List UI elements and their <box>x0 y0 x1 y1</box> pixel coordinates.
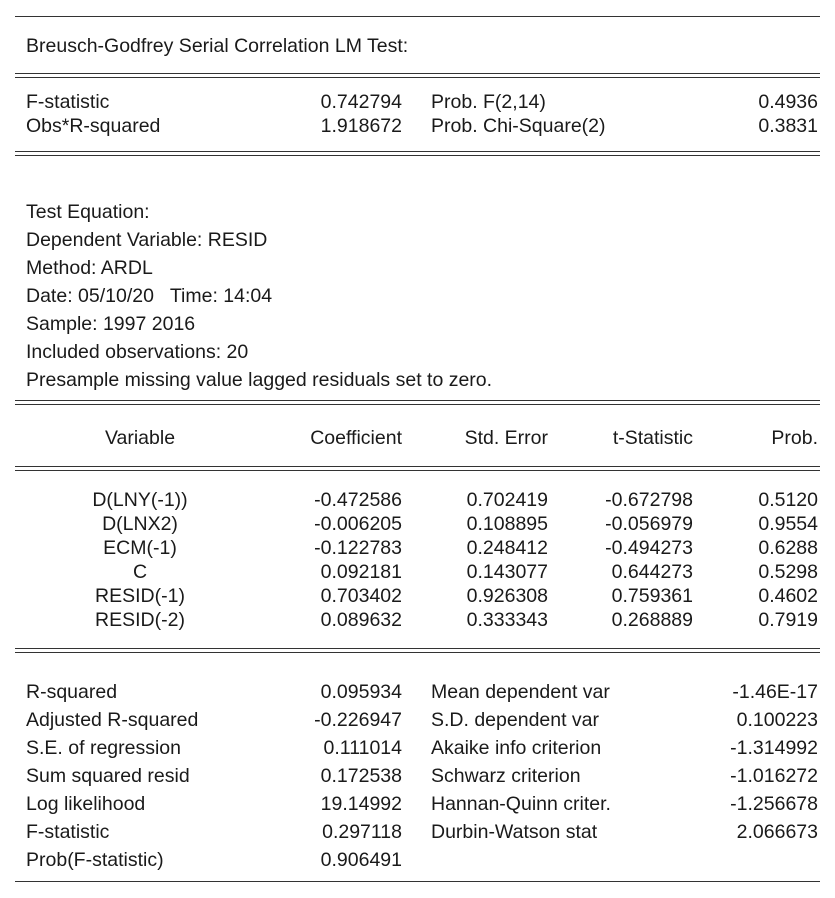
column-header: Std. Error <box>464 427 548 449</box>
stat-value: 0.906491 <box>320 849 402 871</box>
stat-label: Log likelihood <box>26 793 146 815</box>
info-line: Date: 05/10/20 Time: 14:04 <box>26 285 273 307</box>
variable-name: RESID(-2) <box>95 609 185 631</box>
stat-label: Durbin-Watson stat <box>431 821 598 843</box>
coefficient-cell: -0.472586 <box>314 489 402 511</box>
coefficient-cell: 0.089632 <box>320 609 402 631</box>
summary-value: 0.742794 <box>320 91 402 113</box>
prob-cell: 0.5298 <box>758 561 818 583</box>
std-error-cell: 0.333343 <box>466 609 548 631</box>
summary-prob-value: 0.3831 <box>758 115 818 137</box>
info-line: Presample missing value lagged residuals set to zero. <box>26 369 493 391</box>
prob-cell: 0.7919 <box>758 609 818 631</box>
variable-name: D(LNX2) <box>102 513 178 535</box>
summary-label: Obs*R-squared <box>26 115 161 137</box>
stat-label: S.D. dependent var <box>431 709 600 731</box>
double-rule <box>15 400 820 405</box>
t-statistic-cell: 0.644273 <box>611 561 693 583</box>
prob-cell: 0.4602 <box>758 585 818 607</box>
t-statistic-cell: -0.056979 <box>605 513 693 535</box>
stat-label: Akaike info criterion <box>431 737 602 759</box>
column-header: Coefficient <box>310 427 402 449</box>
stat-value: 2.066673 <box>736 821 818 843</box>
variable-name: ECM(-1) <box>103 537 177 559</box>
stat-value: 0.111014 <box>323 737 402 759</box>
summary-prob-value: 0.4936 <box>758 91 818 113</box>
stat-label: Mean dependent var <box>431 681 610 703</box>
variable-name: C <box>132 561 148 583</box>
stat-value: -1.016272 <box>730 765 818 787</box>
summary-prob-label: Prob. Chi-Square(2) <box>431 115 606 137</box>
stat-value: -1.256678 <box>730 793 818 815</box>
stat-value: -0.226947 <box>314 709 402 731</box>
column-header: Prob. <box>771 427 818 449</box>
variable-name: D(LNY(-1)) <box>92 489 188 511</box>
prob-cell: 0.6288 <box>758 537 818 559</box>
stat-value: -1.314992 <box>730 737 818 759</box>
variable-name: RESID(-1) <box>95 585 185 607</box>
std-error-cell: 0.143077 <box>466 561 548 583</box>
summary-value: 1.918672 <box>320 115 402 137</box>
info-line: Sample: 1997 2016 <box>26 313 196 335</box>
stat-label: Hannan-Quinn criter. <box>431 793 611 815</box>
info-line: Test Equation: <box>26 201 150 223</box>
summary-prob-label: Prob. F(2,14) <box>431 91 546 113</box>
stat-label: Adjusted R-squared <box>26 709 199 731</box>
stat-label: Schwarz criterion <box>431 765 581 787</box>
top-rule <box>15 16 820 17</box>
stat-value: -1.46E-17 <box>732 681 818 703</box>
coefficient-cell: 0.092181 <box>320 561 402 583</box>
t-statistic-cell: -0.672798 <box>605 489 693 511</box>
std-error-cell: 0.926308 <box>466 585 548 607</box>
stat-value: 0.297118 <box>322 821 402 843</box>
stat-value: 0.095934 <box>320 681 402 703</box>
column-header: t-Statistic <box>612 427 693 449</box>
stat-value: 0.172538 <box>320 765 402 787</box>
double-rule <box>15 648 820 653</box>
std-error-cell: 0.702419 <box>466 489 548 511</box>
double-rule <box>15 151 820 156</box>
t-statistic-cell: -0.494273 <box>605 537 693 559</box>
stat-label: S.E. of regression <box>26 737 181 759</box>
double-rule <box>15 466 820 471</box>
info-line: Dependent Variable: RESID <box>26 229 268 251</box>
stat-value: 19.14992 <box>320 793 402 815</box>
t-statistic-cell: 0.759361 <box>611 585 693 607</box>
stat-label: R-squared <box>26 681 118 703</box>
prob-cell: 0.9554 <box>758 513 818 535</box>
double-rule <box>15 73 820 78</box>
test-title: Breusch-Godfrey Serial Correlation LM Test: <box>26 35 409 57</box>
bottom-rule <box>15 881 820 882</box>
std-error-cell: 0.108895 <box>466 513 548 535</box>
column-header: Variable <box>104 427 176 449</box>
info-line: Method: ARDL <box>26 257 153 279</box>
coefficient-cell: -0.122783 <box>314 537 402 559</box>
t-statistic-cell: 0.268889 <box>611 609 693 631</box>
prob-cell: 0.5120 <box>758 489 818 511</box>
info-line: Included observations: 20 <box>26 341 249 363</box>
coefficient-cell: -0.006205 <box>314 513 402 535</box>
summary-label: F-statistic <box>26 91 110 113</box>
coefficient-cell: 0.703402 <box>320 585 402 607</box>
stat-label: Prob(F-statistic) <box>26 849 164 871</box>
stat-label: Sum squared resid <box>26 765 190 787</box>
stat-label: F-statistic <box>26 821 110 843</box>
std-error-cell: 0.248412 <box>466 537 548 559</box>
stat-value: 0.100223 <box>736 709 818 731</box>
